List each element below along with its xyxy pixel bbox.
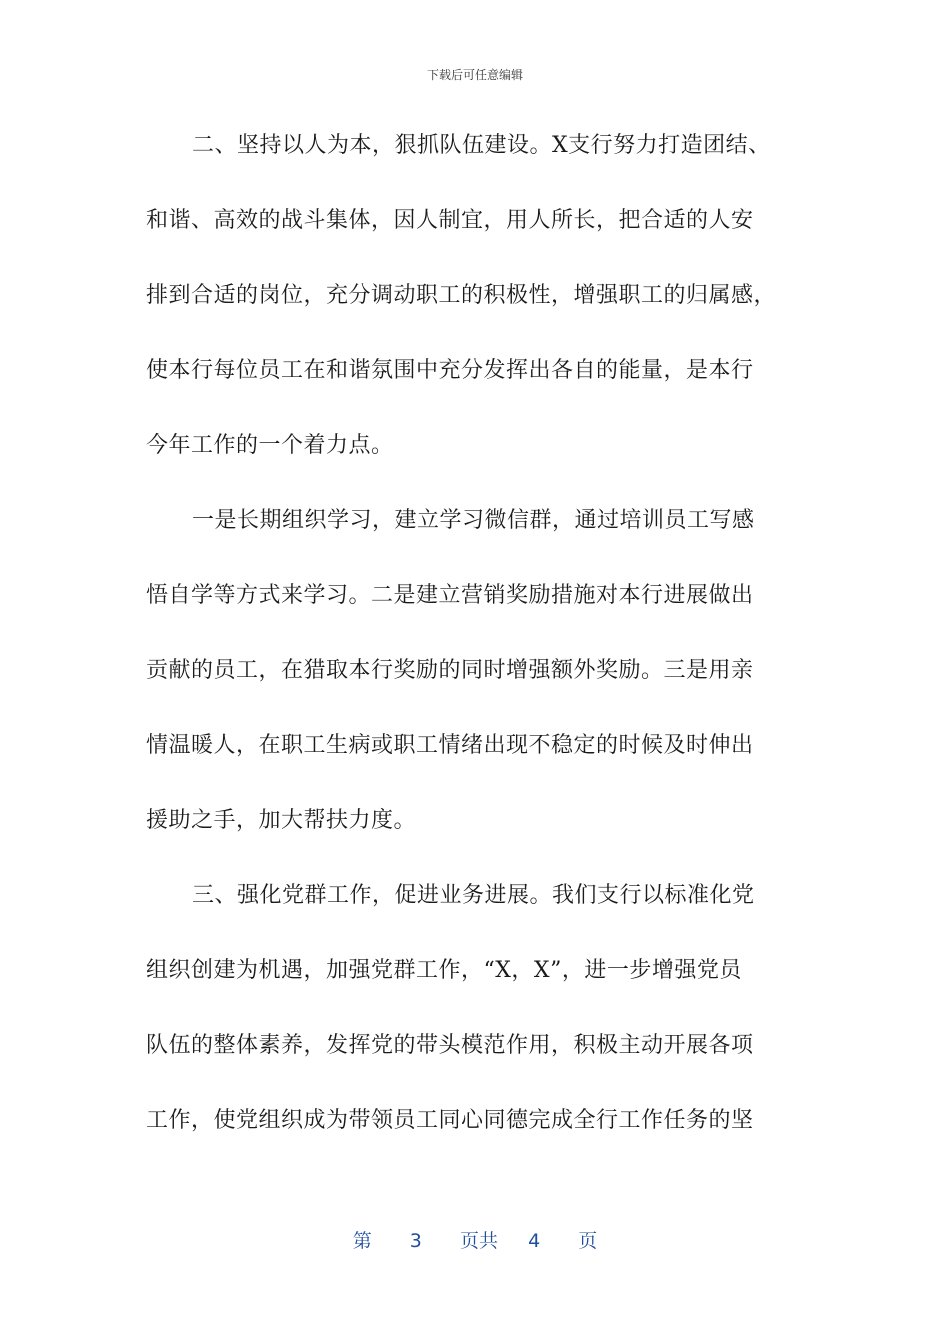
document-body	[146, 108, 806, 1158]
paragraph-line: 援助之手，加大帮扶力度。	[146, 808, 417, 833]
paragraph-line: 一是长期组织学习，建立学习微信群，通过培训员工写感	[192, 508, 755, 533]
paragraph-line: 使本行每位员工在和谐氛围中充分发挥出各自的能量，是本行	[146, 358, 754, 383]
paragraph-line: 排到合适的岗位，充分调动职工的积极性，增强职工的归属感，	[146, 283, 777, 308]
footer-label-di: 第	[352, 1230, 372, 1252]
paragraph-2	[146, 483, 806, 858]
paragraph-1	[146, 108, 806, 483]
page-footer	[0, 1226, 950, 1253]
footer-label-ye-gong: 页共	[459, 1230, 498, 1252]
current-page-number: 3	[409, 1230, 422, 1252]
paragraph-line: 工作，使党组织成为带领员工同心同德完成全行工作任务的坚	[146, 1108, 754, 1133]
header-note: 下载后可任意编辑	[426, 68, 523, 82]
total-page-number: 4	[528, 1230, 541, 1252]
paragraph-line: 今年工作的一个着力点。	[146, 433, 394, 458]
paragraph-3	[146, 858, 806, 1158]
paragraph-line: 二、坚持以人为本，狠抓队伍建设。X支行努力打造团结、	[192, 133, 771, 158]
paragraph-line: 组织创建为机遇，加强党群工作，“X，X”，进一步增强党员	[146, 958, 742, 983]
paragraph-line: 贡献的员工，在猎取本行奖励的同时增强额外奖励。三是用亲	[146, 658, 754, 683]
footer-label-ye: 页	[578, 1230, 598, 1252]
paragraph-line: 队伍的整体素养，发挥党的带头模范作用，积极主动开展各项	[146, 1033, 754, 1058]
paragraph-line: 和谐、高效的战斗集体，因人制宜，用人所长，把合适的人安	[146, 208, 754, 233]
paragraph-line: 悟自学等方式来学习。二是建立营销奖励措施对本行进展做出	[146, 583, 754, 608]
paragraph-line: 情温暖人，在职工生病或职工情绪出现不稳定的时候及时伸出	[146, 733, 754, 758]
paragraph-line: 三、强化党群工作，促进业务进展。我们支行以标准化党	[192, 883, 755, 908]
